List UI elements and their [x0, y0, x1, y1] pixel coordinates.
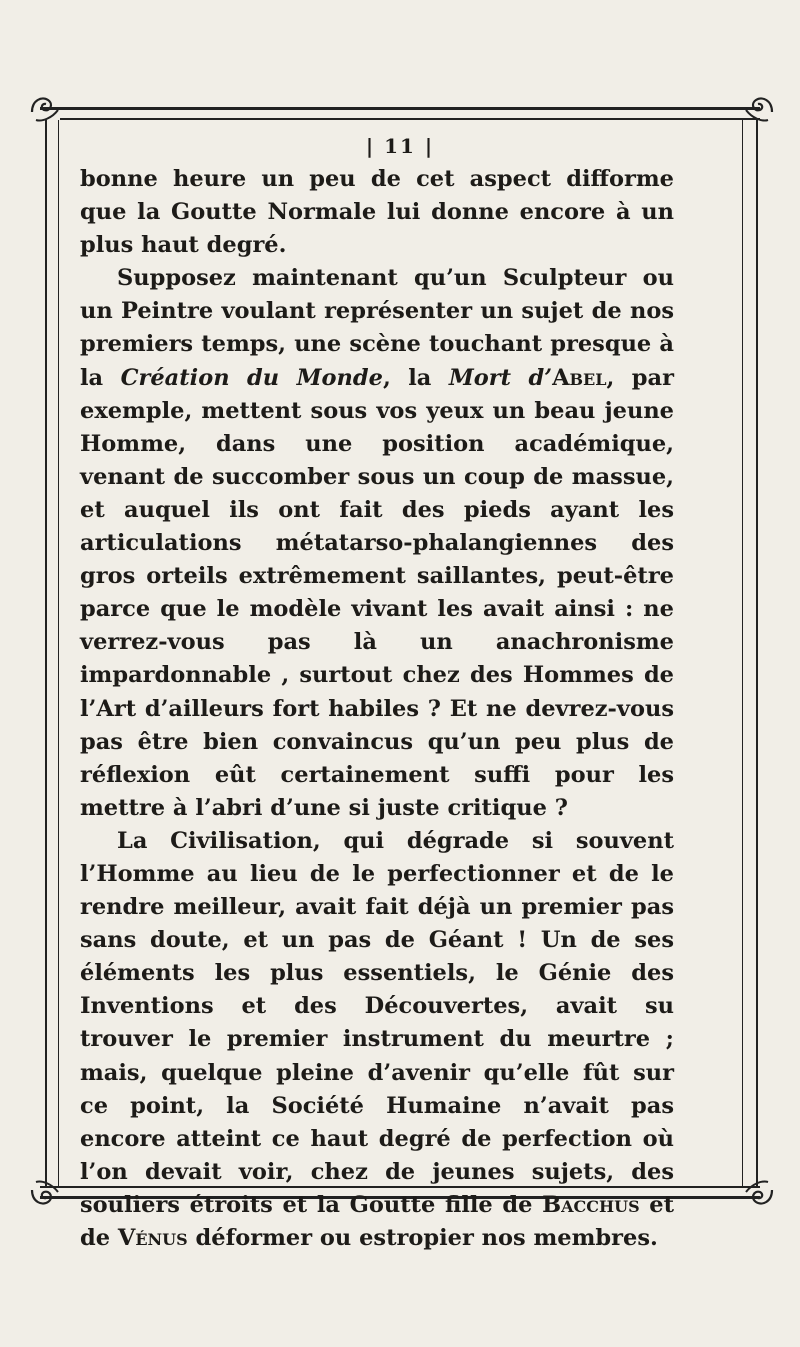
smallcaps-name: Abel — [552, 364, 607, 391]
smallcaps-name: Vénus — [117, 1225, 188, 1251]
text-run: La Civilisation, qui dégrade si souvent l’Homme au lieu de le perfectionner et de le rendre meilleur, avait fait déjà un premier pas sans doute, et un pas de Géant ! Un de ses éléments les plus essentiels, le Génie des Inventions et des Découvertes, avait su trouver le premier instrument du meurtre ; mais, quelque pleine d’avenir qu’elle fût sur ce point, la Société Humaine n’avait pas encore atteint ce haut degré de perfection où l’on devait voir, chez de jeunes sujets, des souliers étroits et la Goutte fille de — [80, 827, 674, 1218]
corner-ornament-icon — [28, 92, 62, 126]
text-run: bonne heure un peu de cet aspect difforme que la Goutte Normale lui donne encore à un plus haut degré. — [80, 166, 674, 259]
paragraph — [80, 825, 674, 1255]
frame-top-rule — [40, 107, 760, 110]
body-text — [80, 163, 674, 1255]
frame-top-inner-rule — [60, 118, 760, 120]
frame-right-inner-rule — [742, 120, 743, 1186]
text-run: et de — [80, 1191, 674, 1251]
text-run: déformer ou estropier nos membres. — [187, 1225, 658, 1251]
text-run: , la — [382, 364, 449, 391]
paragraph — [80, 163, 674, 262]
italic-text: Mort d’ — [448, 364, 553, 391]
corner-ornament-icon — [28, 1176, 62, 1210]
smallcaps-name: Bacchus — [542, 1191, 640, 1218]
paragraph — [80, 262, 674, 825]
frame-left-rule — [45, 120, 47, 1186]
page-number: | 11 | — [365, 134, 435, 158]
corner-ornament-icon — [742, 92, 776, 126]
text-run: , par exemple, mettent sous vos yeux un beau jeune Homme, dans une position académique, venant de succomber sous un coup de massue, et auquel ils ont fait des pieds ayant les articulations métatarso-phalangiennes des gros orteils extrêmement saillantes, peut-être parce que le modèle vivant les avait ainsi : ne verrez-vous pas là un anachronisme impardonnable , surtout chez des Hommes de l’Art d’ailleurs fort habiles ? Et ne devrez-vous pas être bien convaincus qu’un peu plus de réflexion eût certainement suffi pour les mettre à l’abri d’une si juste critique ? — [80, 364, 674, 821]
text-run: Supposez maintenant qu’un Sculpteur ou un Peintre voulant représenter un sujet de nos premiers temps, une scène touchant presque à la — [80, 265, 674, 391]
frame-left-inner-rule — [58, 120, 59, 1186]
frame-right-rule — [756, 120, 758, 1186]
italic-text: Création du Monde — [120, 364, 383, 391]
corner-ornament-icon — [742, 1176, 776, 1210]
